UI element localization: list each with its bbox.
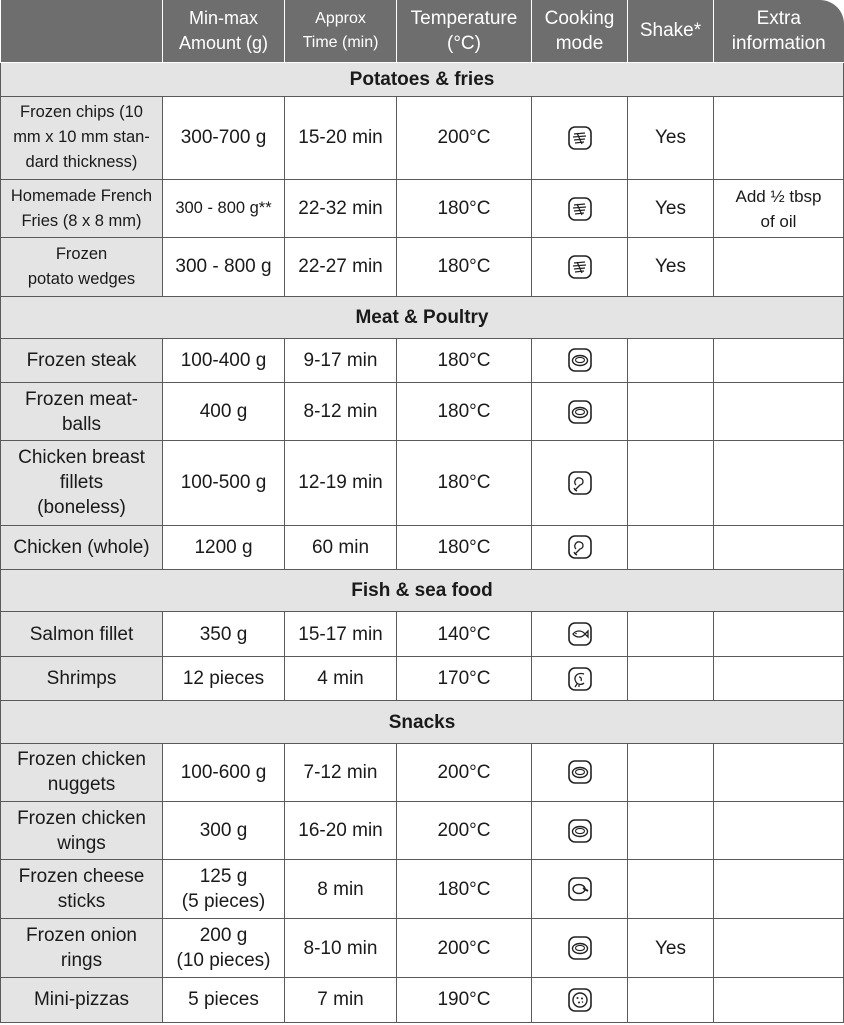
food-name-line: rings [60, 950, 103, 972]
section-row-meat-poultry [1, 296, 844, 338]
table-row [1, 657, 844, 701]
cooking-mode-cell [532, 96, 628, 179]
food-name-cell [1, 977, 163, 1022]
temperature-cell: 190°C [397, 977, 532, 1022]
food-name-line: balls [61, 413, 102, 435]
amount-cell: 100-600 g [163, 743, 285, 801]
extra-info-cell [714, 96, 844, 179]
food-name-cell [1, 180, 163, 238]
table-row [1, 860, 844, 919]
amount-cell: 300-700 g [163, 96, 285, 179]
shake-cell [628, 977, 714, 1022]
temperature-cell: 170°C [397, 657, 532, 701]
section-row-potatoes-fries [1, 62, 844, 96]
temperature-cell: 180°C [397, 441, 532, 525]
amount-cell: 300 g [163, 801, 285, 859]
food-name-cell [1, 338, 163, 382]
time-cell: 7-12 min [285, 743, 397, 801]
temperature-cell: 180°C [397, 382, 532, 440]
cheese-icon [567, 876, 593, 902]
time-cell: 16-20 min [285, 801, 397, 859]
food-name-line: Chicken (whole) [13, 536, 150, 558]
time-cell: 15-17 min [285, 612, 397, 657]
extra-info-cell [714, 657, 844, 701]
food-name-line: wings [57, 832, 106, 854]
shake-cell [628, 860, 714, 919]
amount-cell: 5 pieces [163, 977, 285, 1022]
food-name-line: Frozen chips (10 [20, 103, 143, 122]
table-row [1, 382, 844, 440]
cooking-mode-cell [532, 919, 628, 977]
temperature-cell: 140°C [397, 612, 532, 657]
shake-cell [628, 657, 714, 701]
cooking-mode-cell [532, 180, 628, 238]
amount-cell: 350 g [163, 612, 285, 657]
food-name-line: nuggets [47, 774, 116, 796]
extra-info-cell [714, 238, 844, 296]
header-amount-line1: Min-max [188, 7, 258, 28]
food-name-line: Frozen cheese [18, 866, 145, 888]
shake-cell: Yes [628, 238, 714, 296]
food-name-line: (boneless) [37, 497, 126, 519]
food-name-cell [1, 525, 163, 569]
header-temp-line1: Temperature [410, 7, 518, 29]
shake-cell [628, 441, 714, 525]
food-name-line: Frozen chicken [17, 749, 146, 771]
cooking-mode-cell [532, 382, 628, 440]
extra-info-cell [714, 977, 844, 1022]
header-extra-line1: Extra [756, 7, 801, 29]
extra-info-line: Add ½ tbsp [735, 186, 822, 206]
cooking-mode-cell [532, 238, 628, 296]
temperature-cell: 180°C [397, 238, 532, 296]
extra-info-cell [714, 743, 844, 801]
temperature-cell: 180°C [397, 180, 532, 238]
section-title: Snacks [1, 701, 844, 743]
food-name-cell [1, 238, 163, 296]
extra-info-cell [714, 441, 844, 525]
shake-cell [628, 612, 714, 657]
temperature-cell: 180°C [397, 860, 532, 919]
food-name-line: potato wedges [27, 269, 136, 288]
food-name-line: dard thickness) [25, 153, 138, 172]
time-cell: 15-20 min [285, 96, 397, 179]
amount-line: 125 g [199, 866, 248, 888]
temperature-cell: 200°C [397, 919, 532, 977]
table-body [1, 62, 844, 1023]
section-title: Potatoes & fries [1, 62, 844, 96]
time-cell: 60 min [285, 525, 397, 569]
header-food [1, 0, 163, 62]
extra-info-cell [714, 801, 844, 859]
steak-icon [567, 935, 593, 961]
shrimp-icon [567, 666, 593, 692]
header-amount-line2: Amount (g) [178, 32, 269, 53]
amount-line: 200 g [199, 925, 248, 947]
amount-cell [163, 919, 285, 977]
food-name-cell [1, 657, 163, 701]
header-mode-line2: mode [555, 32, 604, 54]
food-name-line: mm x 10 mm stan- [13, 128, 150, 147]
food-name-line: Frozen onion [26, 925, 137, 947]
temperature-cell: 200°C [397, 801, 532, 859]
cooking-mode-cell [532, 657, 628, 701]
time-cell: 8-12 min [285, 382, 397, 440]
extra-info-cell [714, 860, 844, 919]
food-name-line: Frozen [55, 244, 108, 263]
extra-info-cell [714, 338, 844, 382]
extra-info-cell [714, 382, 844, 440]
section-row-snacks [1, 701, 844, 743]
header-time [285, 0, 397, 62]
food-name-cell [1, 919, 163, 977]
amount-cell: 100-500 g [163, 441, 285, 525]
section-title: Meat & Poultry [1, 296, 844, 338]
food-name-line: Frozen steak [26, 349, 137, 371]
food-name-line: Frozen meat- [25, 388, 138, 410]
extra-info-line: of oil [760, 211, 797, 231]
cooking-mode-cell [532, 743, 628, 801]
cooking-mode-cell [532, 441, 628, 525]
extra-info-cell [714, 180, 844, 238]
amount-cell: 100-400 g [163, 338, 285, 382]
shake-cell [628, 338, 714, 382]
food-name-line: Homemade French [10, 186, 153, 205]
food-name-line: Fries (8 x 8 mm) [21, 211, 142, 230]
table-row [1, 238, 844, 296]
cooking-mode-cell [532, 612, 628, 657]
table-row [1, 801, 844, 859]
temperature-cell: 180°C [397, 525, 532, 569]
shake-cell: Yes [628, 96, 714, 179]
amount-cell: 300 - 800 g [163, 238, 285, 296]
steak-icon [567, 818, 593, 844]
header-extra [714, 0, 844, 62]
fries-icon [567, 196, 593, 222]
food-name-cell [1, 441, 163, 525]
food-name-cell [1, 801, 163, 859]
shake-cell [628, 525, 714, 569]
fries-icon [567, 254, 593, 280]
chicken-leg-icon [567, 534, 593, 560]
table-header [1, 0, 844, 62]
amount-cell: 300 - 800 g** [163, 180, 285, 238]
time-cell: 9-17 min [285, 338, 397, 382]
header-time-line1: Approx [315, 9, 366, 27]
section-row-fish-sea-food [1, 569, 844, 611]
steak-icon [567, 347, 593, 373]
food-name-cell [1, 96, 163, 179]
table-row [1, 525, 844, 569]
extra-info-cell [714, 525, 844, 569]
header-cooking-mode [532, 0, 628, 62]
cooking-mode-cell [532, 860, 628, 919]
food-name-cell [1, 382, 163, 440]
temperature-cell: 180°C [397, 338, 532, 382]
extra-info-cell [714, 612, 844, 657]
time-cell: 8 min [285, 860, 397, 919]
food-name-line: sticks [57, 891, 106, 913]
cooking-mode-cell [532, 525, 628, 569]
pizza-icon [567, 987, 593, 1013]
temperature-cell: 200°C [397, 743, 532, 801]
header-temperature [397, 0, 532, 62]
header-time-line2: Time (min) [302, 33, 379, 51]
amount-cell [163, 860, 285, 919]
cooking-mode-cell [532, 801, 628, 859]
table-row [1, 338, 844, 382]
food-name-line: Salmon fillet [29, 623, 134, 645]
shake-cell: Yes [628, 919, 714, 977]
time-cell: 22-32 min [285, 180, 397, 238]
time-cell: 22-27 min [285, 238, 397, 296]
shake-cell [628, 382, 714, 440]
table-row [1, 743, 844, 801]
time-cell: 8-10 min [285, 919, 397, 977]
time-cell: 12-19 min [285, 441, 397, 525]
table-row [1, 977, 844, 1022]
header-temp-line2: (°C) [447, 32, 481, 54]
table-row [1, 441, 844, 525]
shake-cell: Yes [628, 180, 714, 238]
section-title: Fish & sea food [1, 569, 844, 611]
shake-cell [628, 743, 714, 801]
amount-cell: 12 pieces [163, 657, 285, 701]
food-name-line: Mini-pizzas [33, 989, 130, 1011]
food-name-cell [1, 743, 163, 801]
header-amount [163, 0, 285, 62]
steak-icon [567, 759, 593, 785]
table-row [1, 96, 844, 179]
table-row [1, 612, 844, 657]
food-name-cell [1, 860, 163, 919]
shake-cell [628, 801, 714, 859]
amount-line: (5 pieces) [181, 891, 266, 913]
header-extra-line2: information [731, 32, 826, 54]
time-cell: 4 min [285, 657, 397, 701]
table-row [1, 919, 844, 977]
table-row [1, 180, 844, 238]
header-shake: Shake* [628, 0, 714, 62]
food-name-line: Frozen chicken [17, 807, 146, 829]
extra-info-cell [714, 919, 844, 977]
food-name-line: Chicken breast [18, 447, 145, 469]
amount-cell: 400 g [163, 382, 285, 440]
temperature-cell: 200°C [397, 96, 532, 179]
cooking-mode-cell [532, 338, 628, 382]
food-name-cell [1, 612, 163, 657]
food-name-line: Shrimps [46, 668, 117, 690]
amount-cell: 1200 g [163, 525, 285, 569]
chicken-leg-icon [567, 470, 593, 496]
fish-icon [567, 621, 593, 647]
food-name-line: fillets [59, 472, 104, 494]
steak-icon [567, 399, 593, 425]
amount-line: (10 pieces) [176, 950, 271, 972]
header-mode-line1: Cooking [544, 7, 615, 29]
cooking-mode-cell [532, 977, 628, 1022]
time-cell: 7 min [285, 977, 397, 1022]
fries-icon [567, 125, 593, 151]
